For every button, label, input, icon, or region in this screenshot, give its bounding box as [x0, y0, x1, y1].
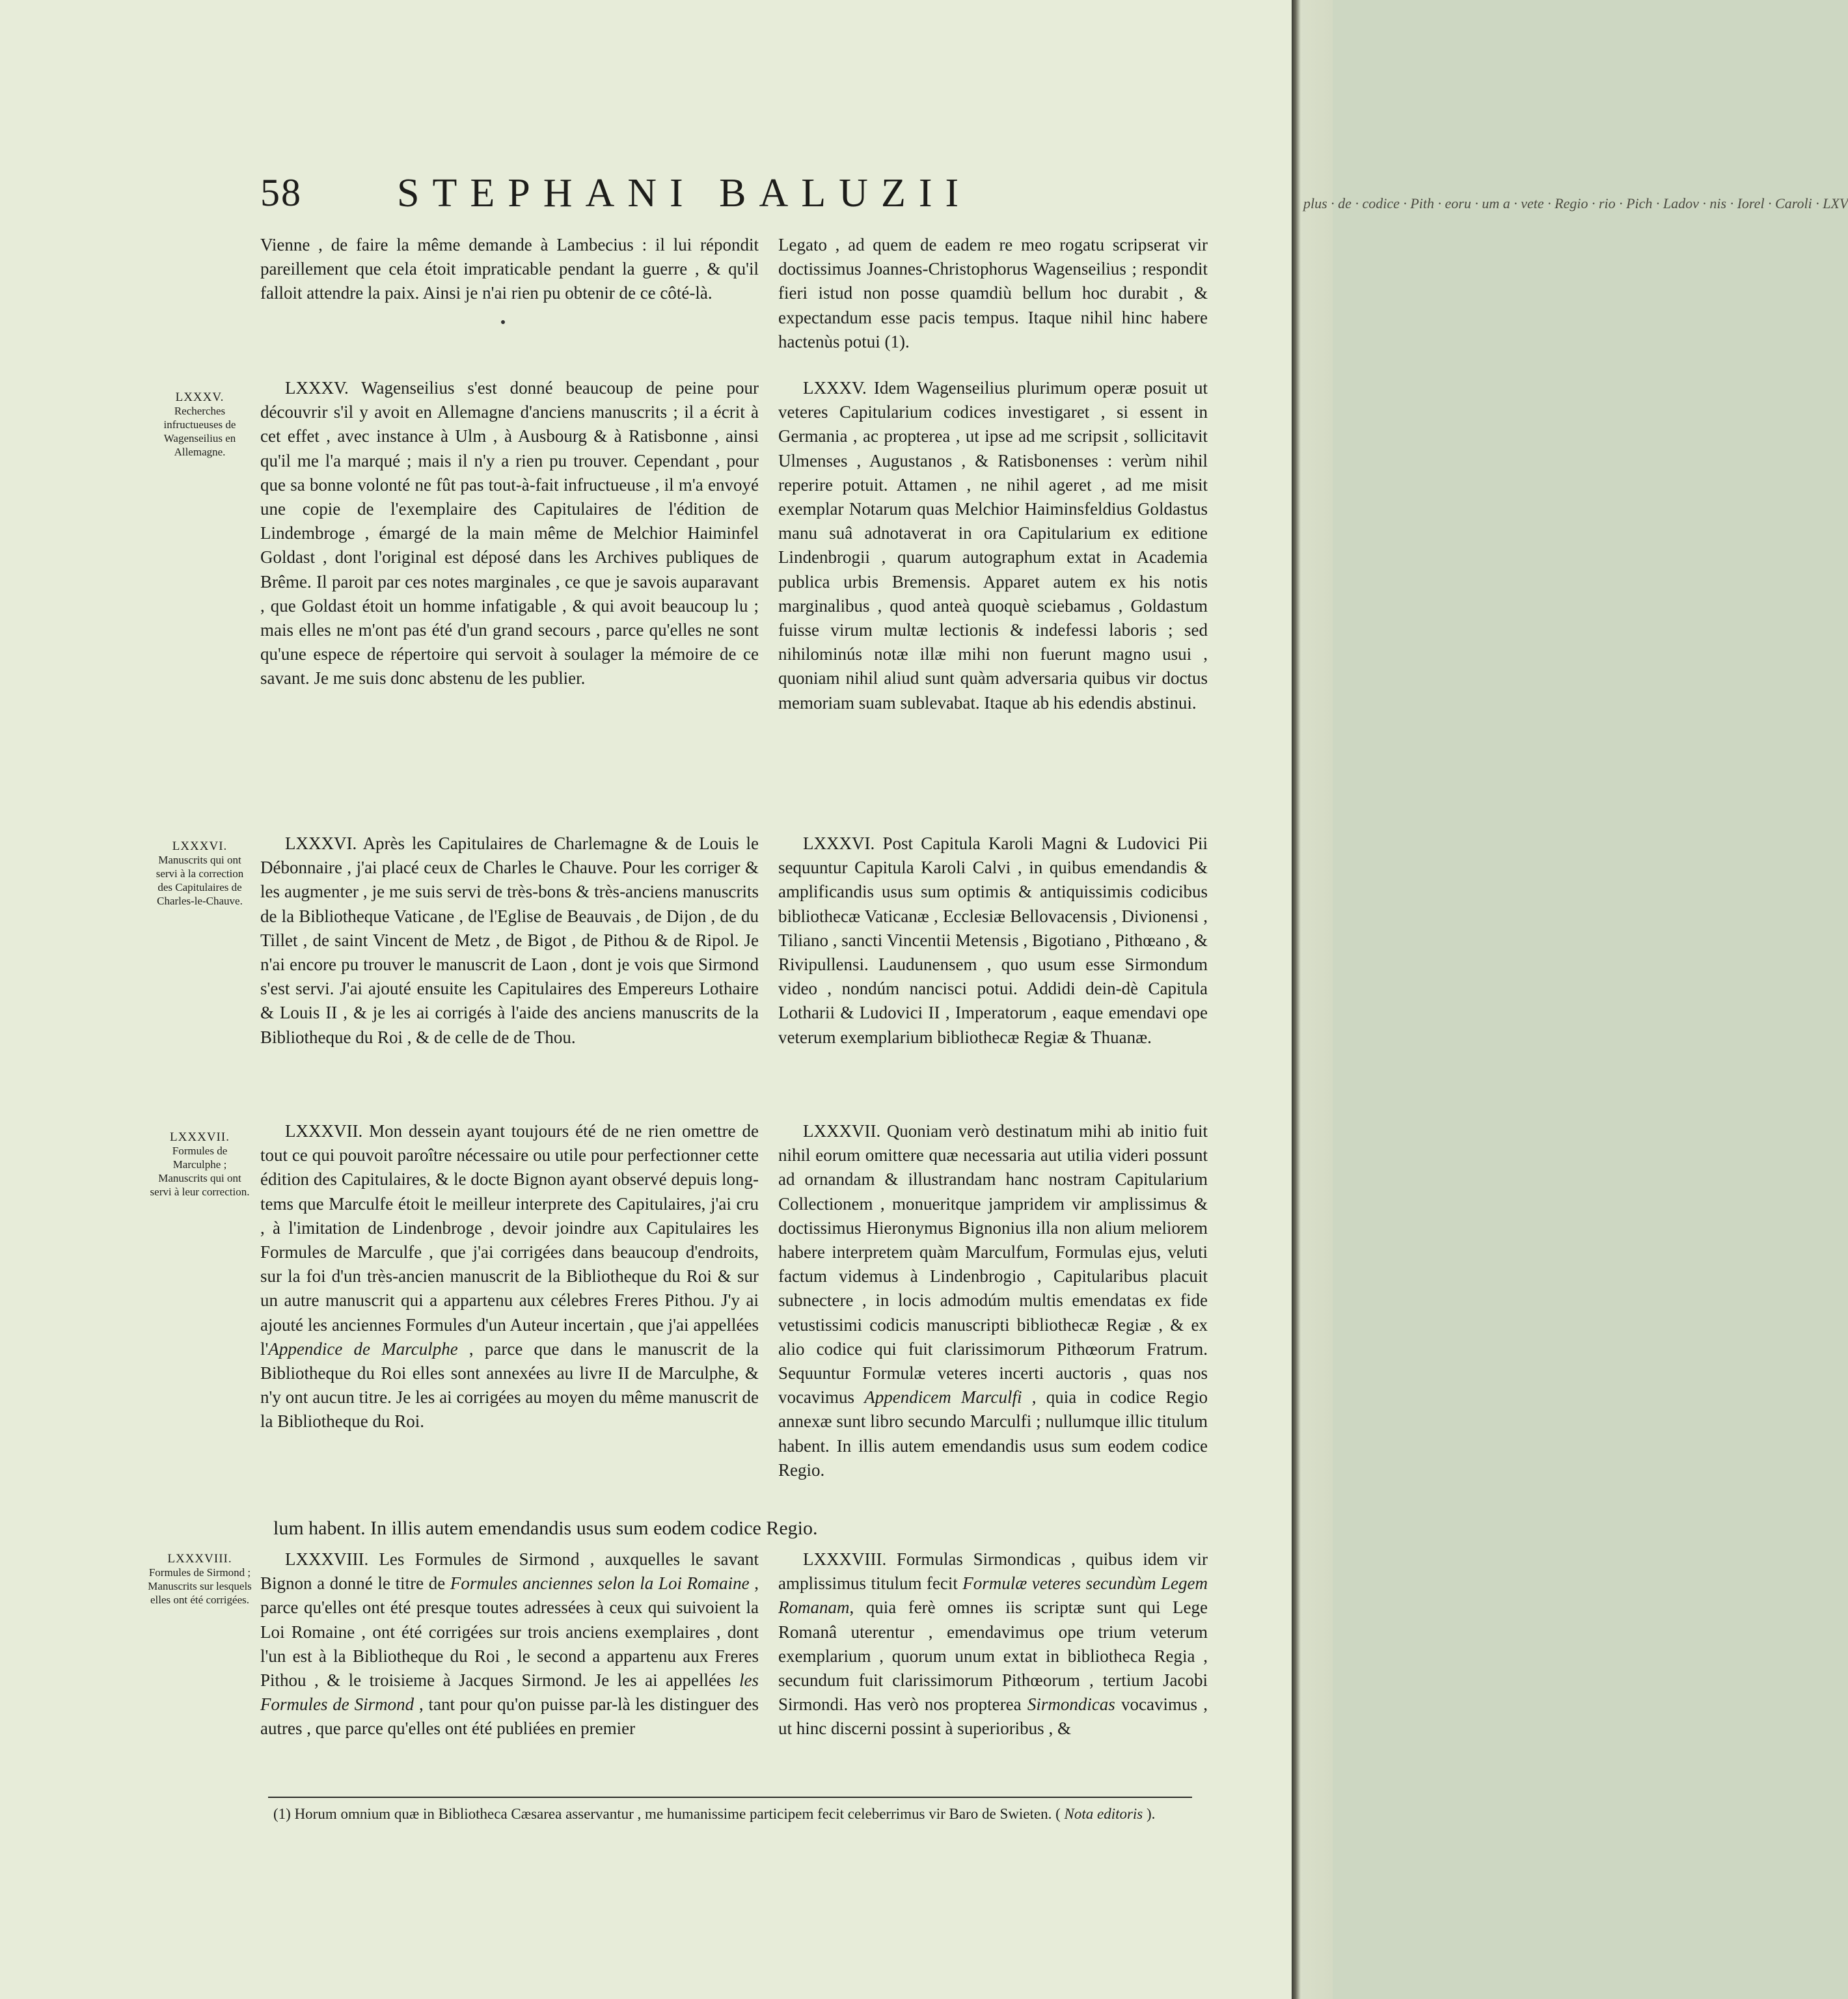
- margin-note-text: Recherches infructueuses de Wagenseilius en Allemagne.: [163, 405, 236, 458]
- latin-paragraph-lxxxviii: [778, 1547, 1208, 1741]
- french-column-lxxxviii: [260, 1547, 759, 1741]
- ornament-dot: [501, 320, 505, 324]
- latin-text: LXXXVII. Quoniam verò destinatum mihi ab initio fuit nihil eorum omittere quæ necessaria aut utilia videri possunt ad ornandam & illustrandam hanc nostram Capitularium Collectionem , monueritque jampridem vir amplissimus & doctissimus Hieronymus Bignonius illa non alium meliorem habere interpretem quàm Marculfum, Formulas ejus, veluti factum videmus à Lindenbrogio , Capitularibus placuit subnectere , in locis admodúm multis emendatas ex fide vetustissimi codicis manuscripti bibliothecæ Regiæ , & ex alio codice qui fuit clarissimorum Pithœorum Fratrum. Sequuntur Formulæ veteres incerti auctoris , quas nos vocavimus: [778, 1121, 1208, 1407]
- french-paragraph-lxxxv: LXXXV. Wagenseilius s'est donné beaucoup de peine pour découvrir s'il y avoit en Allemagne d'anciens manuscrits ; il a écrit à cet effet , avec instance à Ulm , à Ausbourg & à Ratisbonne , ainsi qu'il me l'a marqué ; mais il n'y a rien pu trouver. Cependant , pour que sa bonne volonté ne fût pas tout-à-fait infructueuse , il m'a envoyé une copie de l'exemplaire des Capitulaires de l'édition de Lindembroge , émargé de la main même de Melchior Haiminfel Goldast , dont l'original est déposé dans les Archives publiques de Brême. Il paroit par ces notes marginales , ce que je savois auparavant , que Goldast étoit un homme infatigable , & qui avoit beaucoup lu ; mais elles ne m'ont pas été d'un grand secours , parce qu'elles ne sont qu'une espece de répertoire qui servoit à soulager la mémoire de ce savant. Je me suis donc abstenu de les publier.: [260, 378, 759, 688]
- french-paragraph-intro: Vienne , de faire la même demande à Lambecius : il lui répondit pareillement que cela étoit impraticable pendant la guerre , & qu'il falloit attendre la paix. Ainsi je n'ai rien pu obtenir de ce côté-là.: [260, 235, 759, 303]
- margin-note-number: LXXXVIII.: [167, 1552, 232, 1566]
- french-text: , parce que dans le manuscrit de la Bibliotheque du Roi elles sont annexées au livre II de Marculphe, & n'y ont aucun titre. Je les ai corrigées au moyen du même manuscrit de la Bibliotheque du Roi.: [260, 1339, 759, 1432]
- latin-text: , quia ferè omnes iis scriptæ sunt qui Lege Romanâ uterentur , emendavimus ope trium veterum exemplarium , quorum unum extat in bibliotheca Regia , secundum fuit clarissimorum Pithœorum , tertium Jacobi Sirmondi. Has verò nos propterea: [778, 1598, 1208, 1715]
- facing-page-fragment: plus · de · codice · Pith · eoru · um a · vete · Regio · rio · Pich · Ladov · nis · Iorel · Caroli · LXV: [1303, 195, 1848, 211]
- page-header: [260, 170, 1184, 229]
- margin-note-lxxxv: [148, 390, 252, 459]
- french-paragraph-lxxxvi: LXXXVI. Après les Capitulaires de Charlemagne & de Louis le Débonnaire , j'ai placé ceux de Charles le Chauve. Pour les corriger & les augmenter , je me suis servi de très-bons & très-anciens manuscrits de la Bibliotheque Vaticane , de l'Eglise de Beauvais , de Dijon , de du Tillet , de saint Vincent de Metz , de Bigot , de Pithou & de Ripol. Je n'ai encore pu trouver le manuscrit de Laon , dont je vois que Sirmond s'est servi. J'ai ajouté ensuite les Capitulaires des Empereurs Lothaire & Louis II , & je les ai corrigés à l'aide des anciens manuscrits de la Bibliotheque du Roi , & de celle de de Thou.: [260, 834, 759, 1047]
- footnote-text: ).: [1143, 1806, 1156, 1822]
- running-title: STEPHANI BALUZII: [397, 171, 972, 215]
- margin-note-text: Formules de Sirmond ; Manuscrits sur lesquels elles ont été corrigées.: [148, 1566, 252, 1606]
- french-column-lxxxvii: [260, 1119, 759, 1434]
- latin-paragraph-intro: Legato , ad quem de eadem re meo rogatu scripserat vir doctissimus Joannes-Christophorus Wagenseilius ; respondit fieri istud non posse quamdiù bellum hoc durabit , & expectandum esse pacis tempus. Itaque nihil hinc habere hactenùs potui (1).: [778, 235, 1208, 351]
- french-column-top: [260, 233, 759, 306]
- margin-note-number: LXXXV.: [175, 390, 224, 404]
- latin-column-lxxxviii: [778, 1547, 1208, 1741]
- footnote-text: (1) Horum omnium quæ in Bibliotheca Cæsarea asservantur , me humanissime participem fecit celeberrimus vir Baro de Swieten. (: [273, 1806, 1065, 1822]
- french-text: LXXXVIII. Les Formules de Sirmond , auxquelles le savant Bignon a donné le titre de: [260, 1549, 759, 1594]
- margin-note-text: Formules de Marculphe ; Manuscrits qui ont servi à leur correction.: [150, 1145, 250, 1198]
- latin-text: LXXXVIII. Formulas Sirmondicas , quibus idem vir amplissimus titulum fecit: [778, 1549, 1208, 1594]
- french-italic-title: les Formules de Sirmond: [260, 1670, 759, 1715]
- latin-text: , quia in codice Regio annexæ sunt libro secundo Marculfi ; nullumque illic titulum habent. In illis autem emendandis usus sum eodem codice Regio.: [778, 1387, 1208, 1480]
- french-column-lxxxv: [260, 376, 759, 691]
- full-width-latin-line: lum habent. In illis autem emendandis usus sum eodem codice Regio.: [273, 1517, 818, 1539]
- latin-paragraph-lxxxv: LXXXV. Idem Wagenseilius plurimum operæ posuit ut veteres Capitularium codices investigaret , si essent in Germania , ac propterea , ut ipse ad me scripsit , sollicitavit Ulmenses , Augustanos , & Ratisbonenses : verùm nihil reperire potuit. Attamen , ne nihil ageret , ad me misit exemplar Notarum quas Melchior Haiminsfeldius Goldastus manu suâ adnotaverat in ora Capitularium ex editione Lindenbrogii , quarum autographum extat in Academia publica urbis Bremensis. Apparet autem ex his notis marginalibus , quod anteà quoquè sciebamus , Goldastum fuisse virum multæ lectionis & indefessi laboris ; sed nihilominús notæ illæ mihi non fuerunt magno usui , quoniam nihil aliud sunt quàm adversaria quibus vir doctus memoriam suam sublevabat. Itaque ab his edendis abstinui.: [778, 378, 1208, 713]
- latin-column-top: [778, 233, 1208, 354]
- latin-italic-title: Formulæ veteres secundùm Legem Romanam: [778, 1573, 1208, 1618]
- margin-note-text: Manuscrits qui ont servi à la correction des Capitulaires de Charles-le-Chauve.: [156, 854, 244, 907]
- footnote: [273, 1804, 1197, 1824]
- french-italic-title: Formules anciennes selon la Loi Romaine: [450, 1573, 750, 1594]
- latin-column-lxxxvii: [778, 1119, 1208, 1482]
- french-column-lxxxvi: [260, 832, 759, 1050]
- margin-note-lxxxviii: [148, 1552, 252, 1607]
- latin-column-lxxxvi: [778, 832, 1208, 1050]
- french-italic-title: Appendice de Marculphe: [268, 1339, 458, 1359]
- french-paragraph-lxxxvii: [260, 1119, 759, 1434]
- french-paragraph-lxxxviii: [260, 1547, 759, 1741]
- latin-paragraph-lxxxvii: [778, 1119, 1208, 1482]
- margin-note-number: LXXXVI.: [172, 839, 228, 853]
- french-text: , parce qu'elles ont été presque toutes adressées à ceux qui suivoient la Loi Romaine , ont été corrigées sur trois anciens exemplaires , dont l'un est à la Bibliotheque du Roi , le second a appartenu aux Freres Pithou , & le troisieme à Jacques Sirmond. Je les ai appellées: [260, 1573, 759, 1691]
- margin-note-lxxxvi: [148, 839, 252, 908]
- margin-note-number: LXXXVII.: [170, 1130, 230, 1144]
- french-text: , tant pour qu'on puisse par-là les distinguer des autres , que parce qu'elles ont été publiées en premier: [260, 1694, 759, 1739]
- margin-note-lxxxvii: [148, 1130, 252, 1199]
- latin-column-lxxxv: [778, 376, 1208, 715]
- footnote-italic: Nota editoris: [1064, 1806, 1143, 1822]
- french-text: LXXXVII. Mon dessein ayant toujours été de ne rien omettre de tout ce qui pouvoit paroître nécessaire ou utile pour perfectionner cette édition des Capitulaires, & le docte Bignon ayant observé depuis long-tems que Marculfe étoit le meilleur interprete des Capitulaires, j'ai cru , à l'imitation de Lindenbroge , devoir joindre aux Capitulaires les Formules de Marculfe , que j'ai corrigées dans beaucoup d'endroits, sur la foi d'un très-ancien manuscrit de la Bibliotheque du Roi & sur un autre manuscrit qui a appartenu aux célebres Freres Pithou. J'y ai ajouté les anciennes Formules d'un Auteur incertain , que j'ai appellées l': [260, 1121, 759, 1359]
- footnote-rule: [268, 1797, 1192, 1798]
- latin-text: vocavimus , ut hinc discerni possint à superioribus , &: [778, 1694, 1208, 1739]
- latin-italic-title: Sirmondicas: [1027, 1694, 1115, 1715]
- latin-paragraph-lxxxvi: LXXXVI. Post Capitula Karoli Magni & Ludovici Pii sequuntur Capitula Karoli Calvi , in quibus emendandis & amplificandis usus sum optimis & antiquissimis codicibus bibliothecæ Vaticanæ , Ecclesiæ Bellovacensis , Divionensi , Tiliano , sancti Vincentii Metensis , Bigotiano , Pithœano , & Rivipullensi. Laudunensem , quo usum esse Sirmondum video , nondúm nancisci potui. Addidi dein-dè Capitula Lotharii & Ludovici II , Imperatorum , eaque emendavi ope veterum exemplarium bibliothecæ Regiæ & Thuanæ.: [778, 834, 1208, 1047]
- page-number: 58: [260, 171, 302, 214]
- latin-italic-title: Appendicem Marculfi: [864, 1387, 1022, 1407]
